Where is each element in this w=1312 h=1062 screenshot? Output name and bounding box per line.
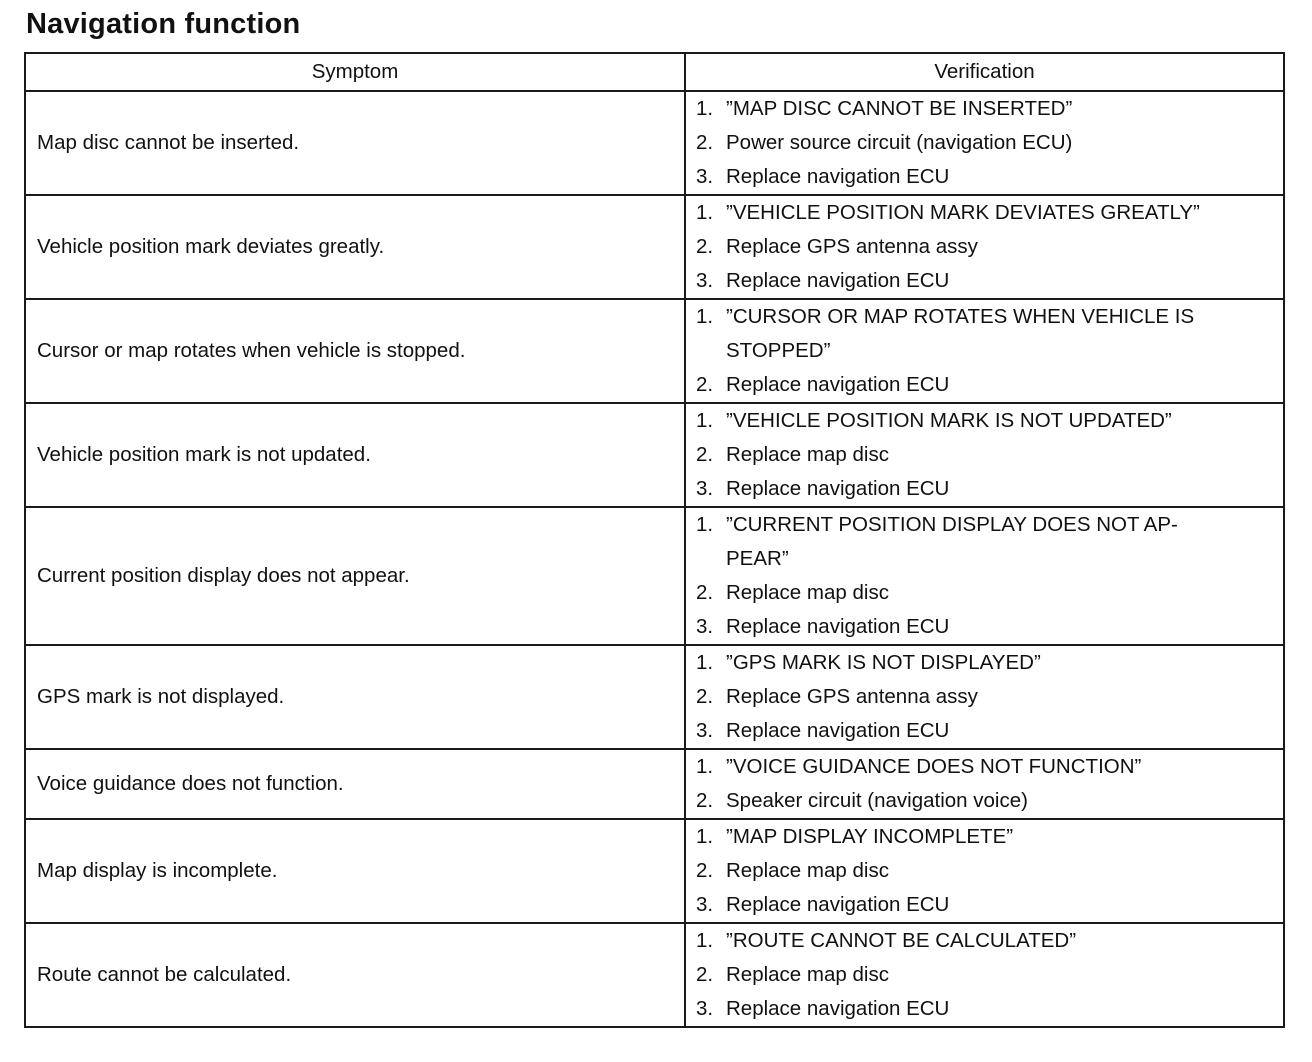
table-row bbox=[25, 91, 1284, 195]
verification-cell bbox=[685, 923, 1284, 1027]
step-text: ”CURSOR OR MAP ROTATES WHEN VEHICLE IS STOPPED” bbox=[726, 305, 1195, 362]
verification-step bbox=[686, 404, 1283, 438]
verification-step bbox=[686, 958, 1283, 992]
verification-step bbox=[686, 368, 1283, 402]
step-number: 3. bbox=[696, 997, 714, 1020]
table-row bbox=[25, 403, 1284, 507]
step-number: 1. bbox=[696, 409, 714, 432]
verification-step bbox=[686, 854, 1283, 888]
verification-list bbox=[686, 196, 1283, 298]
verification-step bbox=[686, 750, 1283, 784]
navigation-function-table bbox=[24, 52, 1285, 1028]
table-row bbox=[25, 749, 1284, 819]
verification-cell bbox=[685, 507, 1284, 645]
verification-step bbox=[686, 646, 1283, 680]
step-text: Replace GPS antenna assy bbox=[726, 235, 978, 258]
step-text: Replace navigation ECU bbox=[726, 373, 950, 396]
step-text: Replace navigation ECU bbox=[726, 997, 950, 1020]
step-text: Replace GPS antenna assy bbox=[726, 685, 978, 708]
step-number: 3. bbox=[696, 477, 714, 500]
step-text: ”CURRENT POSITION DISPLAY DOES NOT AP- PEAR” bbox=[726, 513, 1178, 570]
symptom-cell: Map disc cannot be inserted. bbox=[25, 91, 685, 195]
verification-cell bbox=[685, 299, 1284, 403]
verification-list bbox=[686, 750, 1283, 818]
verification-list bbox=[686, 646, 1283, 748]
symptom-cell: Route cannot be calculated. bbox=[25, 923, 685, 1027]
verification-step bbox=[686, 230, 1283, 264]
step-number: 2. bbox=[696, 131, 714, 154]
symptom-cell: Vehicle position mark is not updated. bbox=[25, 403, 685, 507]
verification-step bbox=[686, 680, 1283, 714]
step-number: 2. bbox=[696, 235, 714, 258]
verification-list bbox=[686, 92, 1283, 194]
step-number: 3. bbox=[696, 269, 714, 292]
step-text: Replace map disc bbox=[726, 443, 889, 466]
symptom-cell: Vehicle position mark deviates greatly. bbox=[25, 195, 685, 299]
step-text: Replace map disc bbox=[726, 963, 889, 986]
step-text: Power source circuit (navigation ECU) bbox=[726, 131, 1073, 154]
verification-step bbox=[686, 160, 1283, 194]
verification-list bbox=[686, 300, 1283, 402]
verification-cell bbox=[685, 91, 1284, 195]
verification-step bbox=[686, 888, 1283, 922]
step-number: 3. bbox=[696, 719, 714, 742]
verification-step bbox=[686, 992, 1283, 1026]
verification-step bbox=[686, 714, 1283, 748]
step-number: 3. bbox=[696, 615, 714, 638]
verification-cell bbox=[685, 819, 1284, 923]
verification-column-header: Verification bbox=[685, 53, 1284, 91]
verification-list bbox=[686, 508, 1283, 644]
table-row bbox=[25, 299, 1284, 403]
table-header-row bbox=[25, 53, 1284, 91]
step-text: Speaker circuit (navigation voice) bbox=[726, 789, 1028, 812]
table-body bbox=[25, 91, 1284, 1027]
symptom-cell: Voice guidance does not function. bbox=[25, 749, 685, 819]
step-text: Replace navigation ECU bbox=[726, 269, 950, 292]
step-text: ”VOICE GUIDANCE DOES NOT FUNCTION” bbox=[726, 755, 1142, 778]
verification-cell bbox=[685, 645, 1284, 749]
verification-step bbox=[686, 784, 1283, 818]
step-number: 2. bbox=[696, 963, 714, 986]
step-number: 1. bbox=[696, 513, 714, 536]
verification-step bbox=[686, 820, 1283, 854]
step-text: Replace navigation ECU bbox=[726, 615, 950, 638]
page-title: Navigation function bbox=[26, 8, 301, 40]
verification-step bbox=[686, 264, 1283, 298]
step-number: 1. bbox=[696, 97, 714, 120]
step-text: Replace navigation ECU bbox=[726, 893, 950, 916]
verification-list bbox=[686, 820, 1283, 922]
step-text: ”ROUTE CANNOT BE CALCULATED” bbox=[726, 929, 1077, 952]
step-number: 2. bbox=[696, 443, 714, 466]
step-text: Replace map disc bbox=[726, 581, 889, 604]
verification-step bbox=[686, 92, 1283, 126]
table-row bbox=[25, 195, 1284, 299]
step-number: 1. bbox=[696, 651, 714, 674]
verification-step bbox=[686, 300, 1283, 368]
verification-cell bbox=[685, 403, 1284, 507]
step-number: 1. bbox=[696, 305, 714, 328]
step-number: 2. bbox=[696, 789, 714, 812]
step-number: 3. bbox=[696, 165, 714, 188]
step-text: Replace navigation ECU bbox=[726, 477, 950, 500]
step-number: 1. bbox=[696, 825, 714, 848]
verification-step bbox=[686, 610, 1283, 644]
symptom-cell: GPS mark is not displayed. bbox=[25, 645, 685, 749]
verification-step bbox=[686, 126, 1283, 160]
table-row bbox=[25, 645, 1284, 749]
step-number: 1. bbox=[696, 755, 714, 778]
table-row bbox=[25, 819, 1284, 923]
step-number: 2. bbox=[696, 581, 714, 604]
step-text: Replace navigation ECU bbox=[726, 165, 950, 188]
verification-list bbox=[686, 924, 1283, 1026]
step-text: ”MAP DISC CANNOT BE INSERTED” bbox=[726, 97, 1073, 120]
step-number: 2. bbox=[696, 685, 714, 708]
symptom-cell: Map display is incomplete. bbox=[25, 819, 685, 923]
verification-list bbox=[686, 404, 1283, 506]
step-number: 1. bbox=[696, 929, 714, 952]
symptom-cell: Current position display does not appear. bbox=[25, 507, 685, 645]
step-number: 2. bbox=[696, 859, 714, 882]
step-number: 2. bbox=[696, 373, 714, 396]
step-number: 1. bbox=[696, 201, 714, 224]
step-text: ”VEHICLE POSITION MARK DEVIATES GREATLY” bbox=[726, 201, 1200, 224]
step-text: Replace navigation ECU bbox=[726, 719, 950, 742]
verification-cell bbox=[685, 749, 1284, 819]
verification-cell bbox=[685, 195, 1284, 299]
step-text: ”VEHICLE POSITION MARK IS NOT UPDATED” bbox=[726, 409, 1172, 432]
step-text: ”GPS MARK IS NOT DISPLAYED” bbox=[726, 651, 1041, 674]
verification-step bbox=[686, 472, 1283, 506]
symptom-cell: Cursor or map rotates when vehicle is stopped. bbox=[25, 299, 685, 403]
symptom-column-header: Symptom bbox=[25, 53, 685, 91]
step-text: Replace map disc bbox=[726, 859, 889, 882]
verification-step bbox=[686, 508, 1283, 576]
step-number: 3. bbox=[696, 893, 714, 916]
table-row bbox=[25, 923, 1284, 1027]
verification-step bbox=[686, 196, 1283, 230]
table-row bbox=[25, 507, 1284, 645]
verification-step bbox=[686, 924, 1283, 958]
verification-step bbox=[686, 438, 1283, 472]
step-text: ”MAP DISPLAY INCOMPLETE” bbox=[726, 825, 1014, 848]
verification-step bbox=[686, 576, 1283, 610]
